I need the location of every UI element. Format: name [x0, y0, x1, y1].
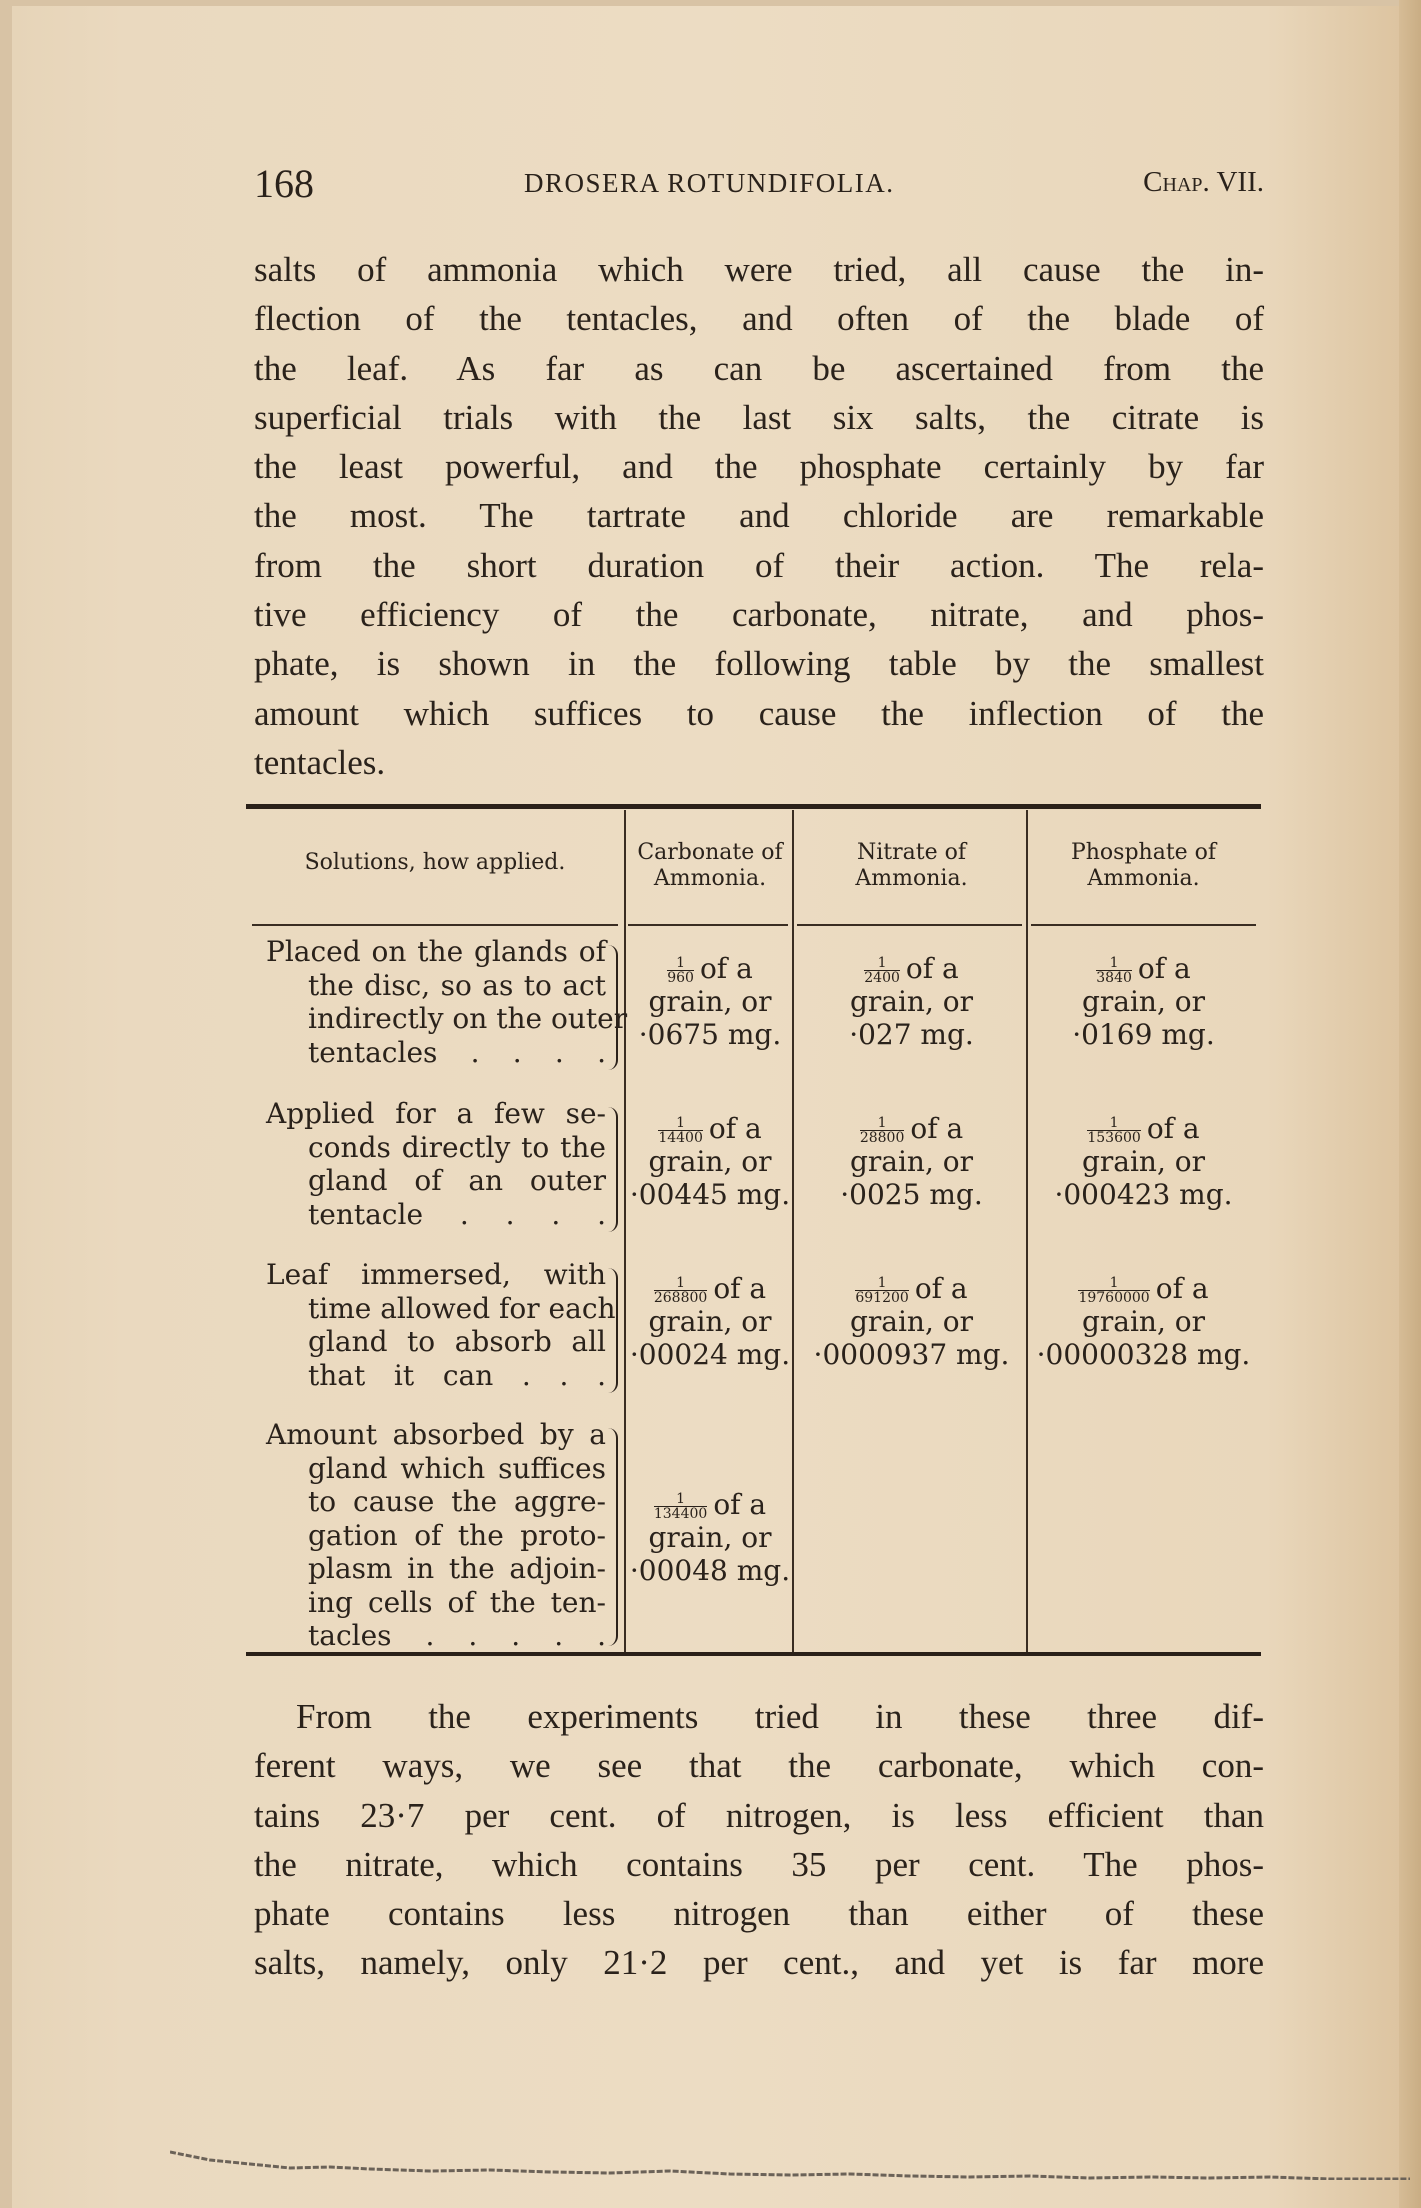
fraction: $\frac{1}{960}$ [667, 955, 694, 986]
text-line: phate contains less nitrogen than either of these [254, 1894, 1264, 1934]
brace-icon [606, 945, 618, 1070]
fraction: $\frac{1}{134400}$ [653, 1491, 708, 1522]
text-line: flection of the tentacles, and often of the blade of [254, 299, 1264, 339]
fraction: $\frac{1}{268800}$ [653, 1275, 708, 1306]
fraction: $\frac{1}{2400}$ [864, 955, 900, 986]
page-edge [1399, 0, 1421, 2208]
label-line: gland to absorb all [308, 1325, 606, 1358]
table-cell: $\frac{1}{960}$ of a grain, or ·0675 mg. [638, 952, 782, 1051]
row-label [266, 1097, 606, 1231]
fraction: $\frac{1}{19760000}$ [1078, 1275, 1150, 1306]
label-line: tacles . . . . . [308, 1619, 606, 1652]
table-bottom-rule [246, 1652, 1261, 1656]
header-rule [1031, 924, 1256, 926]
paragraph-intro [254, 245, 1264, 787]
row-label [266, 1418, 606, 1653]
label-line: gland which suffices [308, 1451, 606, 1485]
column-header-phosphate [1031, 840, 1256, 892]
text-line: From the experiments tried in these three dif- [296, 1697, 1264, 1736]
table-cell: $\frac{1}{14400}$ of a grain, or ·00445 mg. [629, 1112, 791, 1211]
header-text: Ammonia. [653, 866, 767, 891]
text-line: tains 23·7 per cent. of nitrogen, is less efficient than [254, 1795, 1264, 1835]
text-line: tentacles. [254, 742, 386, 782]
header-text: Ammonia. [1087, 866, 1200, 891]
label-line: plasm in the adjoin- [308, 1552, 606, 1585]
brace-icon [606, 1107, 618, 1232]
brace-icon [606, 1428, 618, 1646]
text-line: ferent ways, we see that the carbonate, which con- [254, 1746, 1264, 1786]
column-divider [792, 810, 794, 1652]
column-divider [624, 810, 626, 1652]
header-text: Ammonia. [855, 866, 968, 891]
table-cell: $\frac{1}{134400}$ of a grain, or ·00048 mg. [629, 1488, 791, 1587]
table-cell: $\frac{1}{268800}$ of a grain, or ·00024 mg. [629, 1272, 791, 1371]
label-line: ing cells of the ten- [308, 1585, 606, 1619]
text-line: from the short duration of their action. The rela- [254, 545, 1264, 585]
row-label [266, 935, 628, 1069]
header-rule [252, 924, 618, 926]
label-line: time allowed for each [308, 1291, 616, 1325]
running-head [254, 160, 1264, 204]
fraction: $\frac{1}{3840}$ [1096, 955, 1132, 986]
chapter-label: Chap. VII. [1143, 166, 1264, 198]
text-line: the least powerful, and the phosphate certainly by far [254, 447, 1264, 487]
header-rule [628, 924, 788, 926]
page-number: 168 [254, 161, 314, 206]
table-cell: $\frac{1}{19760000}$ of a grain, or ·00000328 mg. [1036, 1272, 1251, 1371]
text-line: phate, is shown in the following table by the smallest [254, 644, 1264, 684]
table-cell: $\frac{1}{2400}$ of a grain, or ·027 mg. [849, 952, 974, 1051]
label-line: Placed on the glands of [266, 935, 606, 968]
column-header-solutions [252, 850, 618, 876]
header-text: Nitrate of [856, 840, 966, 865]
paragraph-conclusion [254, 1692, 1264, 1988]
header-text: Phosphate of [1070, 840, 1217, 865]
text-line: amount which suffices to cause the inflection of the [254, 693, 1264, 733]
fraction: $\frac{1}{691200}$ [855, 1275, 909, 1306]
text-line: salts, namely, only 21·2 per cent., and yet is far more [254, 1943, 1264, 1983]
label-line: the disc, so as to act [308, 968, 606, 1002]
table-cell: $\frac{1}{28800}$ of a grain, or ·0025 mg. [840, 1112, 983, 1211]
column-header-nitrate [797, 840, 1026, 892]
label-line: Leaf immersed, with [266, 1258, 606, 1291]
column-divider [1026, 810, 1028, 1652]
fraction: $\frac{1}{153600}$ [1087, 1115, 1141, 1146]
running-title: DROSERA ROTUNDIFOLIA. [524, 168, 895, 198]
label-line: gation of the proto- [308, 1518, 606, 1552]
header-rule [797, 924, 1022, 926]
row-label [266, 1258, 616, 1392]
text-line: salts of ammonia which were tried, all cause the in- [254, 250, 1264, 289]
label-line: indirectly on the outer [308, 1002, 628, 1035]
fraction: $\frac{1}{14400}$ [658, 1115, 703, 1146]
label-line: Applied for a few se- [266, 1097, 606, 1130]
table-cell: $\frac{1}{153600}$ of a grain, or ·000423 mg. [1054, 1112, 1233, 1211]
text-line: superficial trials with the last six salts, the citrate is [254, 397, 1264, 437]
label-line: tentacles . . . . [308, 1035, 606, 1069]
header-text: Carbonate of [637, 840, 783, 865]
label-line: to cause the aggre- [308, 1485, 606, 1518]
text-line: tive efficiency of the carbonate, nitrate, and phos- [254, 595, 1264, 635]
brace-icon [606, 1268, 618, 1393]
header-text: Solutions, how applied. [304, 850, 566, 875]
pencil-mark [170, 2150, 1410, 2180]
table-top-rule [246, 804, 1261, 809]
label-line: tentacle . . . . [308, 1197, 606, 1231]
column-header-carbonate [628, 840, 792, 892]
label-line: conds directly to the [308, 1130, 606, 1164]
text-line: the nitrate, which contains 35 per cent. The phos- [254, 1844, 1264, 1884]
table-cell: $\frac{1}{3840}$ of a grain, or ·0169 mg. [1072, 952, 1215, 1051]
label-line: that it can . . . [308, 1358, 606, 1392]
table-cell: $\frac{1}{691200}$ of a grain, or ·0000937 mg. [813, 1272, 1010, 1371]
label-line: Amount absorbed by a [266, 1418, 606, 1451]
fraction: $\frac{1}{28800}$ [859, 1115, 905, 1146]
label-line: gland of an outer [308, 1164, 606, 1197]
text-line: the most. The tartrate and chloride are remarkable [254, 496, 1264, 536]
text-line: the leaf. As far as can be ascertained from the [254, 348, 1264, 388]
